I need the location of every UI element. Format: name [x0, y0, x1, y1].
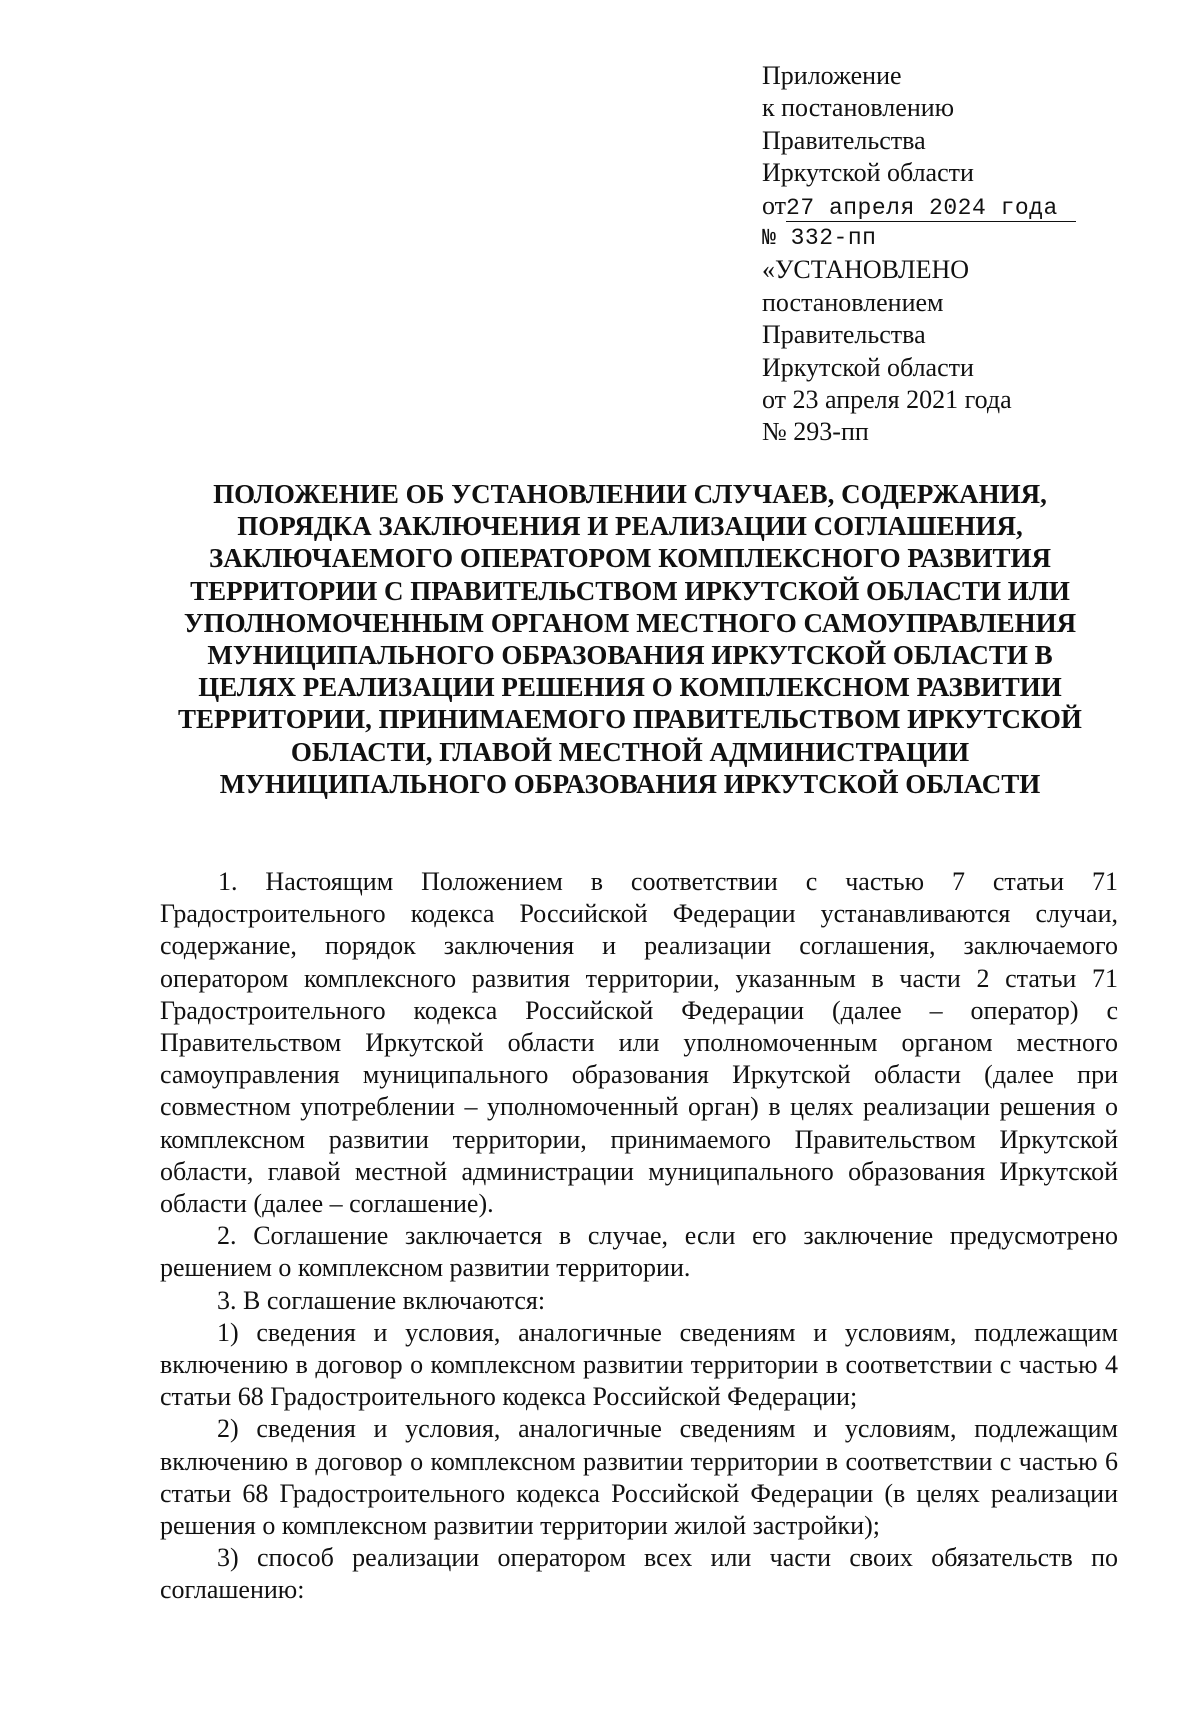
appendix-date-prefix: от — [762, 190, 787, 220]
body-paragraph: 3) способ реализации оператором всех или части своих обязательств по соглашению: — [160, 1543, 1118, 1605]
title-line: ТЕРРИТОРИИ С ПРАВИТЕЛЬСТВОМ ИРКУТСКОЙ ОБЛАСТИ ИЛИ — [190, 575, 1070, 606]
body-paragraph: 2) сведения и условия, аналогичные сведениям и условиям, подлежащим включению в договор о комплексном развитии территории в соответствии с частью 6 статьи 68 Градостроительного кодекса Российской Федерации (в целях реализации решения о комплексном развитии территории жилой застройки); — [160, 1414, 1118, 1541]
title-line: МУНИЦИПАЛЬНОГО ОБРАЗОВАНИЯ ИРКУТСКОЙ ОБЛАСТИ В — [207, 640, 1053, 671]
title-line: ОБЛАСТИ, ГЛАВОЙ МЕСТНОЙ АДМИНИСТРАЦИИ — [290, 736, 970, 767]
established-line-3: Правительства — [762, 320, 926, 350]
appendix-line-1: Приложение — [762, 61, 902, 90]
established-number: № 293-пп — [762, 417, 869, 447]
title-line: ЦЕЛЯХ РЕАЛИЗАЦИИ РЕШЕНИЯ О КОМПЛЕКСНОМ РАЗВИТИИ — [198, 672, 1062, 703]
title-line: ПОЛОЖЕНИЕ ОБ УСТАНОВЛЕНИИ СЛУЧАЕВ, СОДЕРЖАНИЯ, — [213, 479, 1047, 509]
title-line: ЗАКЛЮЧАЕМОГО ОПЕРАТОРОМ КОМПЛЕКСНОГО РАЗВИТИЯ — [208, 543, 1052, 574]
established-line-1: «УСТАНОВЛЕНО — [762, 255, 970, 285]
established-line-2: постановлением — [762, 287, 944, 317]
established-line-4: Иркутской области — [762, 352, 974, 382]
appendix-line-2: к постановлению — [762, 93, 955, 123]
body-paragraph: 2. Соглашение заключается в случае, если его заключение предусмотрено решением о комплексном развитии территории. — [160, 1221, 1118, 1283]
appendix-number-stamp: № 332-пп — [762, 224, 877, 251]
established-date: от 23 апреля 2021 года — [762, 384, 1012, 414]
appendix-line-3: Правительства — [762, 125, 926, 155]
body-paragraph: 1) сведения и условия, аналогичные сведениям и условиям, подлежащим включению в договор о комплексном развитии территории в соответствии с частью 4 статьи 68 Градостроительного кодекса Российской Федерации; — [160, 1317, 1118, 1412]
body-paragraph: 3. В соглашение включаются: — [217, 1285, 546, 1315]
appendix-date-line — [762, 190, 1142, 222]
appendix-line-4: Иркутской области — [762, 158, 974, 188]
appendix-block — [762, 60, 1142, 449]
title-line: МУНИЦИПАЛЬНОГО ОБРАЗОВАНИЯ ИРКУТСКОЙ ОБЛАСТИ — [219, 768, 1041, 799]
title-line: ПОРЯДКА ЗАКЛЮЧЕНИЯ И РЕАЛИЗАЦИИ СОГЛАШЕНИЯ, — [237, 511, 1023, 542]
appendix-date-stamp: 27 апреля 2024 года — [786, 195, 1076, 222]
document-body — [160, 866, 1118, 1607]
title-line: УПОЛНОМОЧЕННЫМ ОРГАНОМ МЕСТНОГО САМОУПРАВЛЕНИЯ — [183, 607, 1077, 638]
document-title — [150, 478, 1110, 800]
title-line: ТЕРРИТОРИИ, ПРИНИМАЕМОГО ПРАВИТЕЛЬСТВОМ ИРКУТСКОЙ — [178, 704, 1082, 735]
body-paragraph: 1. Настоящим Положением в соответствии с частью 7 статьи 71 Градостроительного кодекса Российской Федерации устанавливаются случаи, содержание, порядок заключения и реализации соглашения, заключаемого оператором комплексного развития территории, указанным в части 2 статьи 71 Градостроительного кодекса Российской Федерации (далее – оператор) с Правительством Иркутской области или уполномоченным органом местного самоуправления муниципального образования Иркутской области (далее при совместном употреблении – уполномоченный орган) в целях реализации решения о комплексном развитии территории, принимаемого Правительством Иркутской области, главой местной администрации муниципального образования Иркутской области (далее – соглашение). — [160, 867, 1118, 1219]
